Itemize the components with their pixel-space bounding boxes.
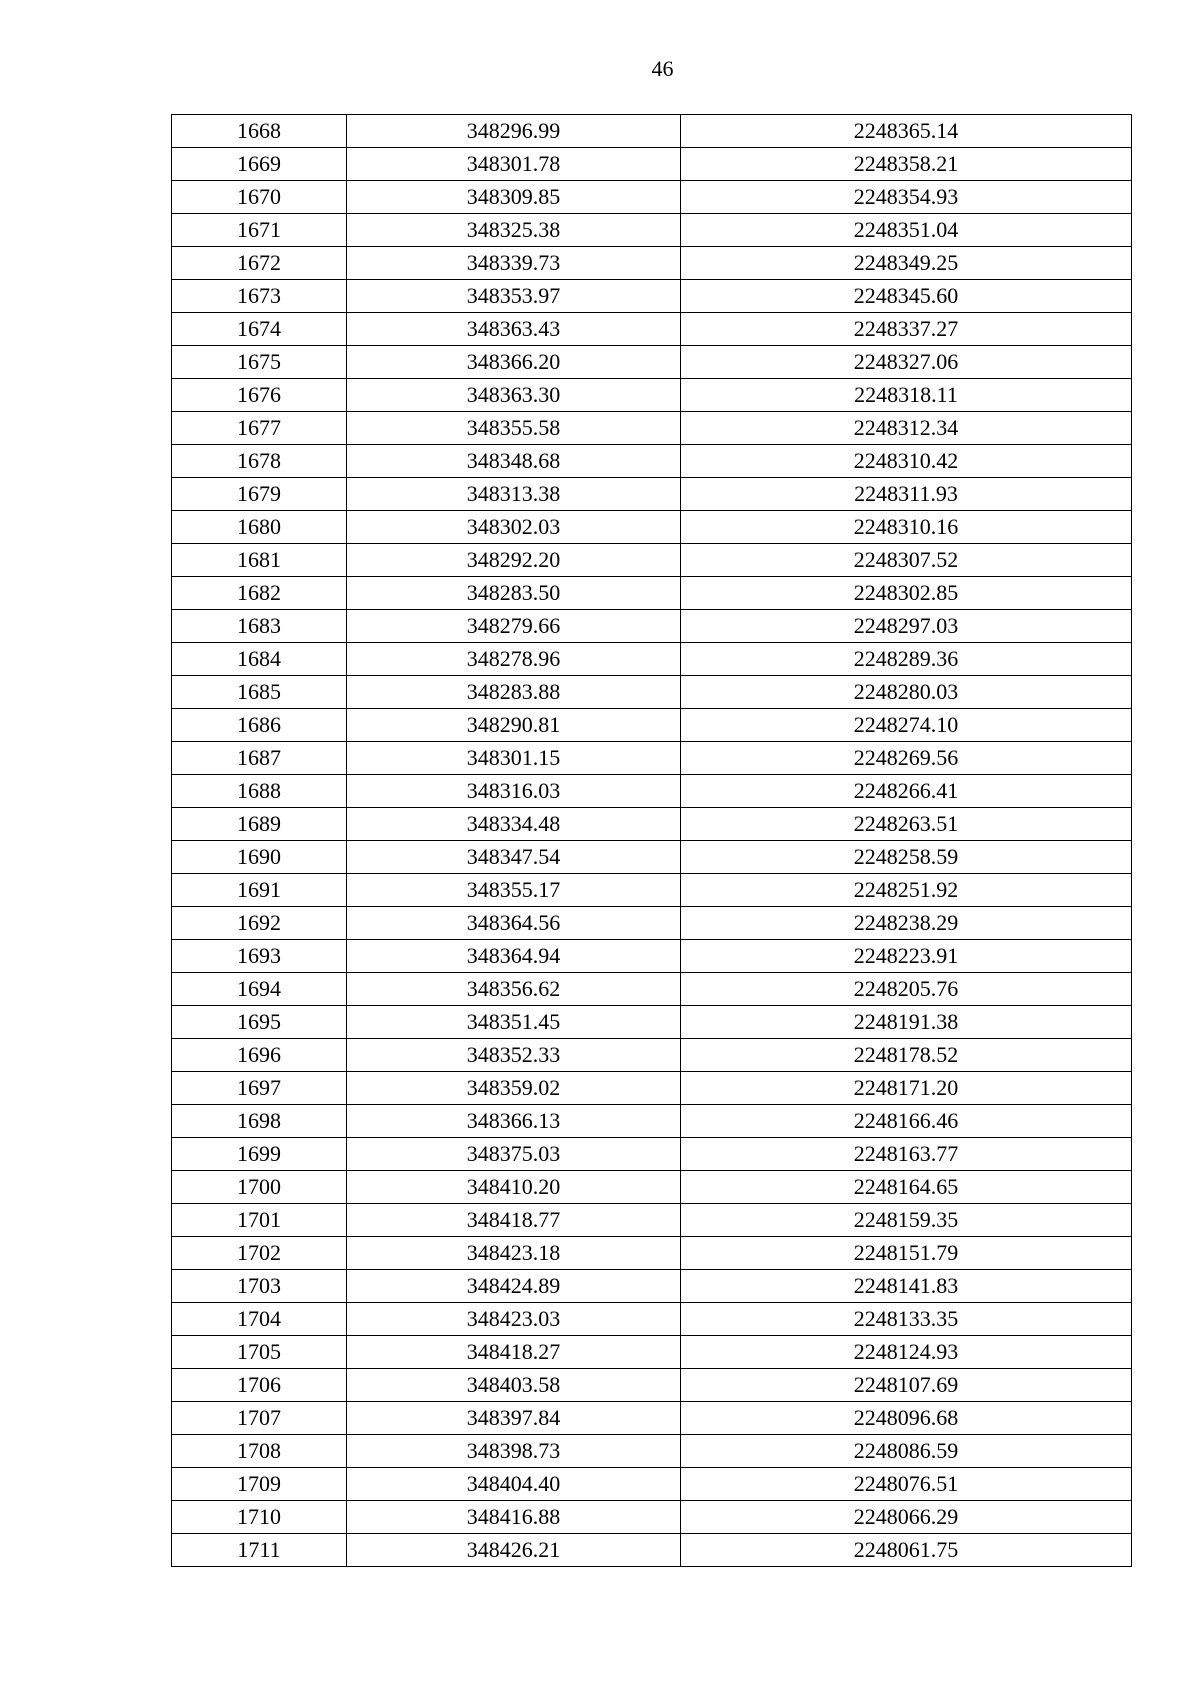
y-coordinate-cell: 2248066.29 xyxy=(681,1501,1132,1534)
table-row xyxy=(172,676,1132,709)
x-coordinate-cell: 348364.56 xyxy=(347,907,681,940)
y-coordinate-cell: 2248349.25 xyxy=(681,247,1132,280)
x-coordinate-cell: 348334.48 xyxy=(347,808,681,841)
y-coordinate-cell: 2248318.11 xyxy=(681,379,1132,412)
point-number-cell: 1681 xyxy=(172,544,347,577)
table-row xyxy=(172,115,1132,148)
point-number-cell: 1673 xyxy=(172,280,347,313)
y-coordinate-cell: 2248166.46 xyxy=(681,1105,1132,1138)
point-number-cell: 1675 xyxy=(172,346,347,379)
point-number-cell: 1706 xyxy=(172,1369,347,1402)
y-coordinate-cell: 2248310.16 xyxy=(681,511,1132,544)
y-coordinate-cell: 2248351.04 xyxy=(681,214,1132,247)
y-coordinate-cell: 2248307.52 xyxy=(681,544,1132,577)
point-number-cell: 1683 xyxy=(172,610,347,643)
point-number-cell: 1684 xyxy=(172,643,347,676)
y-coordinate-cell: 2248327.06 xyxy=(681,346,1132,379)
y-coordinate-cell: 2248133.35 xyxy=(681,1303,1132,1336)
x-coordinate-cell: 348353.97 xyxy=(347,280,681,313)
table-row xyxy=(172,1006,1132,1039)
table-row xyxy=(172,841,1132,874)
table-row xyxy=(172,973,1132,1006)
x-coordinate-cell: 348416.88 xyxy=(347,1501,681,1534)
table-row xyxy=(172,643,1132,676)
table-row xyxy=(172,379,1132,412)
table-row xyxy=(172,907,1132,940)
point-number-cell: 1693 xyxy=(172,940,347,973)
x-coordinate-cell: 348290.81 xyxy=(347,709,681,742)
x-coordinate-cell: 348279.66 xyxy=(347,610,681,643)
x-coordinate-cell: 348283.88 xyxy=(347,676,681,709)
table-row xyxy=(172,610,1132,643)
table-row xyxy=(172,1468,1132,1501)
table-row xyxy=(172,478,1132,511)
x-coordinate-cell: 348313.38 xyxy=(347,478,681,511)
table-row xyxy=(172,1072,1132,1105)
point-number-cell: 1690 xyxy=(172,841,347,874)
x-coordinate-cell: 348363.43 xyxy=(347,313,681,346)
table-row xyxy=(172,511,1132,544)
x-coordinate-cell: 348352.33 xyxy=(347,1039,681,1072)
table-row xyxy=(172,1105,1132,1138)
coordinates-table-body xyxy=(172,115,1132,1567)
point-number-cell: 1694 xyxy=(172,973,347,1006)
point-number-cell: 1670 xyxy=(172,181,347,214)
y-coordinate-cell: 2248251.92 xyxy=(681,874,1132,907)
x-coordinate-cell: 348283.50 xyxy=(347,577,681,610)
page-number: 46 xyxy=(651,56,674,81)
table-row xyxy=(172,1270,1132,1303)
y-coordinate-cell: 2248274.10 xyxy=(681,709,1132,742)
table-row xyxy=(172,874,1132,907)
y-coordinate-cell: 2248263.51 xyxy=(681,808,1132,841)
table-row xyxy=(172,1501,1132,1534)
table-row xyxy=(172,1303,1132,1336)
point-number-cell: 1696 xyxy=(172,1039,347,1072)
point-number-cell: 1678 xyxy=(172,445,347,478)
table-row xyxy=(172,1237,1132,1270)
table-row xyxy=(172,808,1132,841)
x-coordinate-cell: 348423.18 xyxy=(347,1237,681,1270)
point-number-cell: 1689 xyxy=(172,808,347,841)
table-row xyxy=(172,280,1132,313)
point-number-cell: 1699 xyxy=(172,1138,347,1171)
table-row xyxy=(172,247,1132,280)
y-coordinate-cell: 2248096.68 xyxy=(681,1402,1132,1435)
y-coordinate-cell: 2248310.42 xyxy=(681,445,1132,478)
table-row xyxy=(172,940,1132,973)
y-coordinate-cell: 2248280.03 xyxy=(681,676,1132,709)
table-row xyxy=(172,1171,1132,1204)
point-number-cell: 1688 xyxy=(172,775,347,808)
table-row xyxy=(172,445,1132,478)
table-row xyxy=(172,1534,1132,1567)
y-coordinate-cell: 2248171.20 xyxy=(681,1072,1132,1105)
point-number-cell: 1708 xyxy=(172,1435,347,1468)
table-row xyxy=(172,181,1132,214)
y-coordinate-cell: 2248223.91 xyxy=(681,940,1132,973)
point-number-cell: 1686 xyxy=(172,709,347,742)
y-coordinate-cell: 2248061.75 xyxy=(681,1534,1132,1567)
point-number-cell: 1703 xyxy=(172,1270,347,1303)
point-number-cell: 1702 xyxy=(172,1237,347,1270)
x-coordinate-cell: 348316.03 xyxy=(347,775,681,808)
table-row xyxy=(172,1336,1132,1369)
x-coordinate-cell: 348302.03 xyxy=(347,511,681,544)
y-coordinate-cell: 2248312.34 xyxy=(681,412,1132,445)
x-coordinate-cell: 348418.27 xyxy=(347,1336,681,1369)
x-coordinate-cell: 348356.62 xyxy=(347,973,681,1006)
point-number-cell: 1704 xyxy=(172,1303,347,1336)
point-number-cell: 1682 xyxy=(172,577,347,610)
y-coordinate-cell: 2248266.41 xyxy=(681,775,1132,808)
table-row xyxy=(172,148,1132,181)
y-coordinate-cell: 2248297.03 xyxy=(681,610,1132,643)
point-number-cell: 1692 xyxy=(172,907,347,940)
x-coordinate-cell: 348418.77 xyxy=(347,1204,681,1237)
y-coordinate-cell: 2248358.21 xyxy=(681,148,1132,181)
point-number-cell: 1698 xyxy=(172,1105,347,1138)
point-number-cell: 1705 xyxy=(172,1336,347,1369)
y-coordinate-cell: 2248258.59 xyxy=(681,841,1132,874)
point-number-cell: 1679 xyxy=(172,478,347,511)
table-row xyxy=(172,313,1132,346)
y-coordinate-cell: 2248238.29 xyxy=(681,907,1132,940)
y-coordinate-cell: 2248365.14 xyxy=(681,115,1132,148)
table-row xyxy=(172,1204,1132,1237)
point-number-cell: 1672 xyxy=(172,247,347,280)
x-coordinate-cell: 348366.20 xyxy=(347,346,681,379)
point-number-cell: 1691 xyxy=(172,874,347,907)
y-coordinate-cell: 2248086.59 xyxy=(681,1435,1132,1468)
y-coordinate-cell: 2248311.93 xyxy=(681,478,1132,511)
table-row xyxy=(172,1138,1132,1171)
point-number-cell: 1669 xyxy=(172,148,347,181)
y-coordinate-cell: 2248289.36 xyxy=(681,643,1132,676)
table-row xyxy=(172,346,1132,379)
x-coordinate-cell: 348375.03 xyxy=(347,1138,681,1171)
table-row xyxy=(172,1369,1132,1402)
y-coordinate-cell: 2248163.77 xyxy=(681,1138,1132,1171)
point-number-cell: 1676 xyxy=(172,379,347,412)
x-coordinate-cell: 348424.89 xyxy=(347,1270,681,1303)
point-number-cell: 1677 xyxy=(172,412,347,445)
x-coordinate-cell: 348355.17 xyxy=(347,874,681,907)
point-number-cell: 1707 xyxy=(172,1402,347,1435)
point-number-cell: 1697 xyxy=(172,1072,347,1105)
point-number-cell: 1685 xyxy=(172,676,347,709)
point-number-cell: 1671 xyxy=(172,214,347,247)
point-number-cell: 1687 xyxy=(172,742,347,775)
x-coordinate-cell: 348351.45 xyxy=(347,1006,681,1039)
table-row xyxy=(172,412,1132,445)
point-number-cell: 1700 xyxy=(172,1171,347,1204)
y-coordinate-cell: 2248076.51 xyxy=(681,1468,1132,1501)
x-coordinate-cell: 348292.20 xyxy=(347,544,681,577)
table-row xyxy=(172,577,1132,610)
point-number-cell: 1674 xyxy=(172,313,347,346)
y-coordinate-cell: 2248124.93 xyxy=(681,1336,1132,1369)
y-coordinate-cell: 2248345.60 xyxy=(681,280,1132,313)
x-coordinate-cell: 348404.40 xyxy=(347,1468,681,1501)
x-coordinate-cell: 348398.73 xyxy=(347,1435,681,1468)
x-coordinate-cell: 348423.03 xyxy=(347,1303,681,1336)
table-row xyxy=(172,1402,1132,1435)
table-row xyxy=(172,1039,1132,1072)
y-coordinate-cell: 2248164.65 xyxy=(681,1171,1132,1204)
table-row xyxy=(172,1435,1132,1468)
x-coordinate-cell: 348363.30 xyxy=(347,379,681,412)
y-coordinate-cell: 2248337.27 xyxy=(681,313,1132,346)
x-coordinate-cell: 348301.78 xyxy=(347,148,681,181)
point-number-cell: 1668 xyxy=(172,115,347,148)
x-coordinate-cell: 348364.94 xyxy=(347,940,681,973)
x-coordinate-cell: 348348.68 xyxy=(347,445,681,478)
point-number-cell: 1709 xyxy=(172,1468,347,1501)
table-row xyxy=(172,742,1132,775)
table-row xyxy=(172,709,1132,742)
x-coordinate-cell: 348426.21 xyxy=(347,1534,681,1567)
point-number-cell: 1711 xyxy=(172,1534,347,1567)
coordinates-table xyxy=(171,114,1132,1567)
x-coordinate-cell: 348339.73 xyxy=(347,247,681,280)
x-coordinate-cell: 348347.54 xyxy=(347,841,681,874)
y-coordinate-cell: 2248269.56 xyxy=(681,742,1132,775)
y-coordinate-cell: 2248151.79 xyxy=(681,1237,1132,1270)
x-coordinate-cell: 348296.99 xyxy=(347,115,681,148)
y-coordinate-cell: 2248178.52 xyxy=(681,1039,1132,1072)
x-coordinate-cell: 348366.13 xyxy=(347,1105,681,1138)
table-row xyxy=(172,214,1132,247)
y-coordinate-cell: 2248159.35 xyxy=(681,1204,1132,1237)
y-coordinate-cell: 2248191.38 xyxy=(681,1006,1132,1039)
x-coordinate-cell: 348278.96 xyxy=(347,643,681,676)
y-coordinate-cell: 2248302.85 xyxy=(681,577,1132,610)
y-coordinate-cell: 2248354.93 xyxy=(681,181,1132,214)
x-coordinate-cell: 348309.85 xyxy=(347,181,681,214)
y-coordinate-cell: 2248107.69 xyxy=(681,1369,1132,1402)
y-coordinate-cell: 2248205.76 xyxy=(681,973,1132,1006)
point-number-cell: 1680 xyxy=(172,511,347,544)
x-coordinate-cell: 348410.20 xyxy=(347,1171,681,1204)
x-coordinate-cell: 348403.58 xyxy=(347,1369,681,1402)
x-coordinate-cell: 348397.84 xyxy=(347,1402,681,1435)
x-coordinate-cell: 348355.58 xyxy=(347,412,681,445)
table-row xyxy=(172,544,1132,577)
x-coordinate-cell: 348359.02 xyxy=(347,1072,681,1105)
point-number-cell: 1701 xyxy=(172,1204,347,1237)
table-row xyxy=(172,775,1132,808)
x-coordinate-cell: 348301.15 xyxy=(347,742,681,775)
point-number-cell: 1695 xyxy=(172,1006,347,1039)
x-coordinate-cell: 348325.38 xyxy=(347,214,681,247)
point-number-cell: 1710 xyxy=(172,1501,347,1534)
y-coordinate-cell: 2248141.83 xyxy=(681,1270,1132,1303)
